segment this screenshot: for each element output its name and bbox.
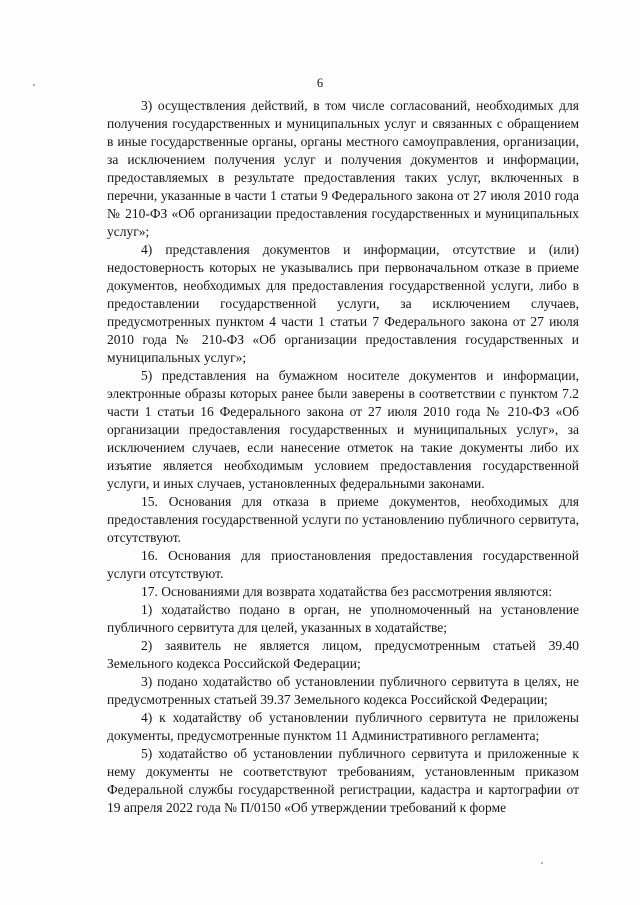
paragraph-item-4: 4) представления документов и информации, отсутствие и (или) недостоверность которых не указывались при первоначальном отказе в приеме документов, необходимых для предоставления государственной услуги, либо в предоставлении государственной услуги, за исключением случаев, предусмотренных пунктом 4 части 1 статьи 7 Федерального закона от 27 июля 2010 года № 210-ФЗ «Об организации предоставления государственных и муниципальных услуг»; (107, 242, 579, 365)
paragraph-return-reason-5: 5) ходатайство об установлении публичного сервитута и приложенные к нему документы не соответствуют требованиям, установленным приказом Федеральной службы государственной регистрации, кадастра и картографии от 19 апреля 2022 года № П/0150 «Об утверждении требований к форме (107, 746, 579, 815)
document-body (107, 97, 579, 817)
paragraph-return-reason-1: 1) ходатайство подано в орган, не уполномоченный на установление публичного сервитута для целей, указанных в ходатайстве; (107, 602, 579, 635)
scan-speck (33, 84, 35, 86)
paragraph-return-reason-3: 3) подано ходатайство об установлении публичного сервитута в целях, не предусмотренных статьей 39.37 Земельного кодекса Российской Федерации; (107, 674, 579, 707)
paragraph-return-reason-4: 4) к ходатайству об установлении публичного сервитута не приложены документы, предусмотренные пунктом 11 Административного регламента; (107, 710, 579, 743)
paragraph-item-5: 5) представления на бумажном носителе документов и информации, электронные образы которых ранее были заверены в соответствии с пунктом 7.2 части 1 статьи 16 Федерального закона от 27 июля 2010 года № 210-ФЗ «Об организации предоставления государственных и муниципальных услуг», за исключением случаев, если нанесение отметок на такие документы либо их изъятие является необходимым условием предоставления государственной услуги, и иных случаев, установленных федеральными законами. (107, 368, 579, 491)
paragraph-clause-16: 16. Основания для приостановления предоставления государственной услуги отсутствуют. (107, 548, 579, 581)
paragraph-return-reason-2: 2) заявитель не является лицом, предусмотренным статьей 39.40 Земельного кодекса Российской Федерации; (107, 638, 579, 671)
paragraph-item-3: 3) осуществления действий, в том числе согласований, необходимых для получения государственных и муниципальных услуг и связанных с обращением в иные государственные органы, органы местного самоуправления, организации, за исключением получения услуг и получения документов и информации, предоставляемых в результате предоставления таких услуг, включенных в перечни, указанные в части 1 статьи 9 Федерального закона от 27 июля 2010 года № 210-ФЗ «Об организации предоставления государственных и муниципальных услуг»; (107, 98, 579, 239)
paragraph-clause-15: 15. Основания для отказа в приеме документов, необходимых для предоставления государственной услуги по установлению публичного сервитута, отсутствуют. (107, 494, 579, 545)
paragraph-clause-17: 17. Основаниями для возврата ходатайства без рассмотрения являются: (141, 584, 553, 599)
scan-speck (541, 862, 543, 864)
page-number: 6 (316, 76, 324, 90)
